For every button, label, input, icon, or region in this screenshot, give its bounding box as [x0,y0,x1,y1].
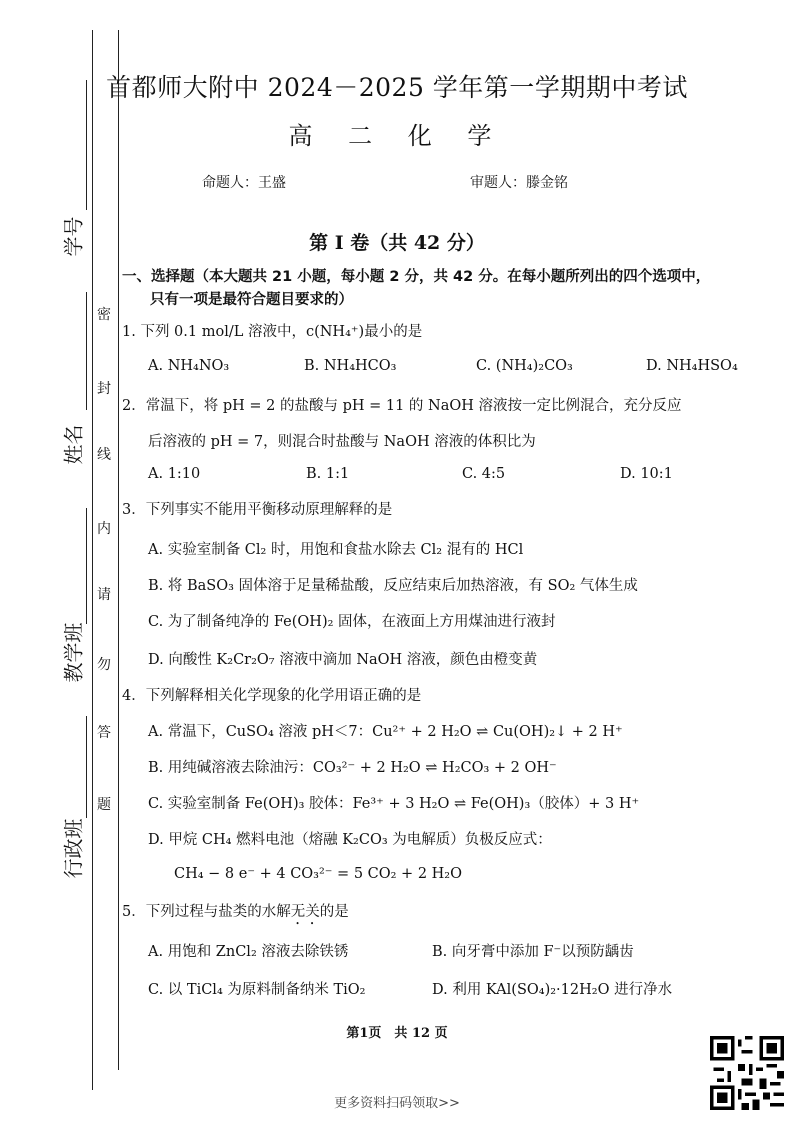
page-number: 第1页 共 12 页 [346,1026,448,1041]
author-label: 命题人：王盛 [202,175,286,191]
instructions-line-2: 只有一项是最符合题目要求的） [150,292,353,308]
seal-char: 线 [97,447,111,463]
question-3-stem: 3．下列事实不能用平衡移动原理解释的是 [122,502,393,518]
q4-option-d-equation: CH₄ − 8 e⁻ + 4 CO₃²⁻ = 5 CO₂ + 2 H₂O [174,866,462,882]
q5-stem-pre: 5．下列过程与盐类的水解 [122,904,291,920]
q5-option-b: B. 向牙膏中添加 F⁻以预防龋齿 [432,944,634,960]
q5-stem-emphasis: 无关 [290,904,320,920]
qr-code-icon[interactable] [710,1036,784,1110]
name-underline [86,292,87,410]
subject-title: 高 二 化 学 [288,122,506,150]
seal-char: 封 [97,381,111,397]
section-title: 第 I 卷（共 42 分） [309,232,485,254]
q3-option-a: A. 实验室制备 Cl₂ 时，用饱和食盐水除去 Cl₂ 混有的 HCl [148,542,524,558]
q5-option-a: A. 用饱和 ZnCl₂ 溶液去除铁锈 [148,944,349,960]
q3-option-d: D. 向酸性 K₂Cr₂O₇ 溶液中滴加 NaOH 溶液，颜色由橙变黄 [148,652,538,668]
q5-option-d: D. 利用 KAl(SO₄)₂·12H₂O 进行净水 [432,982,673,998]
q4-option-c: C. 实验室制备 Fe(OH)₃ 胶体：Fe³⁺ + 3 H₂O ⇌ Fe(OH)₃（胶体）+ 3 H⁺ [148,796,640,812]
q2-option-a: A. 1:10 [148,466,201,482]
seal-char: 答 [97,725,111,741]
admin-class-label: 行政班 [61,818,86,879]
q1-option-b: B. NH₄HCO₃ [304,358,397,374]
q5-option-c: C. 以 TiCl₄ 为原料制备纳米 TiO₂ [148,982,366,998]
q1-option-c: C. (NH₄)₂CO₃ [476,358,573,374]
q1-option-d: D. NH₄HSO₄ [646,358,738,374]
teaching-class-label: 教学班 [61,622,86,683]
q2-option-d: D. 10:1 [620,466,673,482]
name-label: 姓名 [61,424,86,465]
seal-char: 勿 [97,657,111,673]
question-2-stem-line-1: 2．常温下，将 pH = 2 的盐酸与 pH = 11 的 NaOH 溶液按一定比例混合，充分反应 [122,398,682,414]
binding-line-right [118,30,119,1070]
question-4-stem: 4．下列解释相关化学现象的化学用语正确的是 [122,688,422,704]
instructions-line-1: 一、选择题（本大题共 21 小题，每小题 2 分，共 42 分。在每小题所列出的四个选项中， [122,269,711,285]
seal-char: 密 [97,307,111,323]
instructions [122,266,762,312]
admin-class-underline [86,716,87,818]
q3-option-c: C. 为了制备纯净的 Fe(OH)₂ 固体，在液面上方用煤油进行液封 [148,614,556,630]
q2-option-c: C. 4:5 [462,466,506,482]
q2-option-b: B. 1:1 [306,466,350,482]
promo-link[interactable]: 更多资料扫码领取>> [334,1096,460,1111]
exam-title: 首都师大附中 2024－2025 学年第一学期期中考试 [106,73,688,102]
teaching-class-underline [86,508,87,624]
q3-option-b: B. 将 BaSO₃ 固体溶于足量稀盐酸，反应结束后加热溶液，有 SO₂ 气体生成 [148,578,638,594]
student-id-label: 学号 [61,216,86,257]
binding-line-left [92,30,93,1090]
question-5-stem [122,900,349,928]
q4-option-d: D. 甲烷 CH₄ 燃料电池（熔融 K₂CO₃ 为电解质）负极反应式： [148,832,552,848]
question-2-stem-line-2: 后溶液的 pH = 7，则混合时盐酸与 NaOH 溶液的体积比为 [148,434,536,450]
q4-option-a: A. 常温下，CuSO₄ 溶液 pH＜7：Cu²⁺ + 2 H₂O ⇌ Cu(OH)₂↓ + 2 H⁺ [148,724,623,740]
q5-stem-post: 的是 [319,904,349,920]
seal-char: 题 [97,797,111,813]
q4-option-b: B. 用纯碱溶液去除油污：CO₃²⁻ + 2 H₂O ⇌ H₂CO₃ + 2 OH⁻ [148,760,557,776]
question-1-stem: 1. 下列 0.1 mol/L 溶液中，c(NH₄⁺)最小的是 [122,324,423,340]
seal-char: 内 [97,521,111,537]
seal-char: 请 [97,587,111,603]
q1-option-a: A. NH₄NO₃ [148,358,230,374]
reviewer-label: 审题人：滕金铭 [470,175,568,191]
